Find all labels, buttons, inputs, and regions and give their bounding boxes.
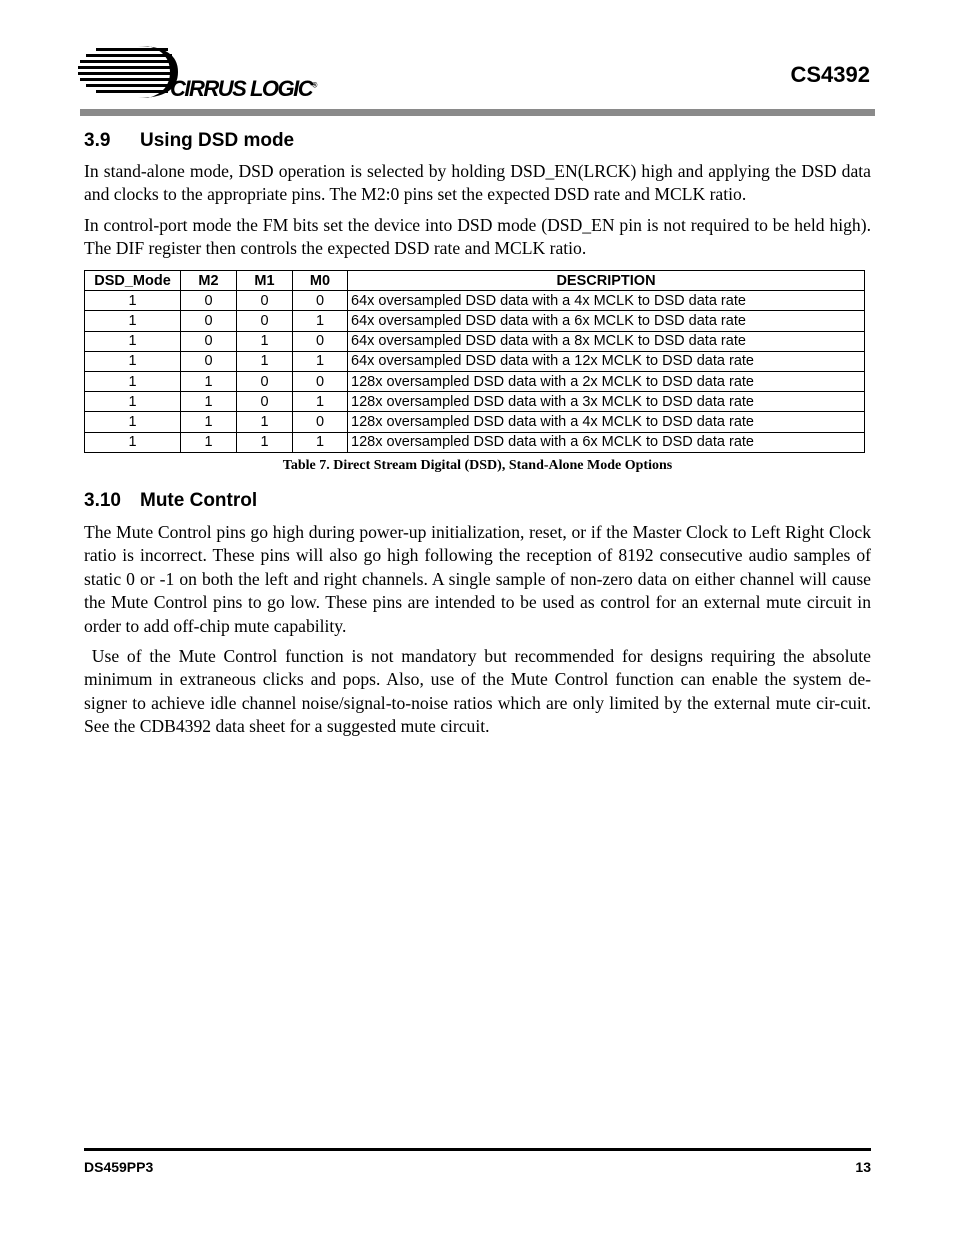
table-cell: 1 xyxy=(293,351,348,371)
paragraph: In stand-alone mode, DSD operation is selected by holding DSD_EN(LRCK) high and applying the DSD data and clocks to the appropriate pins. The M2:0 pins set the expected DSD rate and MCLK ratio. xyxy=(84,161,871,205)
column-header: M0 xyxy=(293,271,348,291)
section-number: 3.9 xyxy=(84,130,111,151)
table-row xyxy=(85,311,865,331)
table-cell: 1 xyxy=(181,412,237,432)
table-cell: 1 xyxy=(85,311,181,331)
table-cell: 128x oversampled DSD data with a 6x MCLK to DSD data rate xyxy=(348,432,865,452)
table-cell: 1 xyxy=(237,412,293,432)
table-cell: 0 xyxy=(181,351,237,371)
table-cell: 64x oversampled DSD data with a 6x MCLK to DSD data rate xyxy=(348,311,865,331)
table-cell: 1 xyxy=(85,291,181,311)
table-cell: 0 xyxy=(293,291,348,311)
table-cell: 0 xyxy=(237,371,293,391)
logo-stripes-icon xyxy=(78,42,178,100)
paragraph: Use of the Mute Control function is not mandatory but recommended for designs requiring the absolute minimum in extraneous clicks and pops. Also, use of the Mute Control function can enable the system de-signer to achieve idle channel noise/signal-to-noise ratios which are only limited by the external mute cir-cuit. See the CDB4392 data sheet for a suggested mute circuit. xyxy=(84,646,876,737)
table-cell: 0 xyxy=(237,392,293,412)
section-number: 3.10 xyxy=(84,490,121,511)
column-header: DSD_Mode xyxy=(85,271,181,291)
table-cell: 1 xyxy=(85,351,181,371)
column-header: M2 xyxy=(181,271,237,291)
table-cell: 1 xyxy=(85,371,181,391)
part-number: CS4392 xyxy=(790,62,870,87)
table-cell: 1 xyxy=(181,371,237,391)
cirrus-logic-logo xyxy=(78,42,328,100)
table-row xyxy=(85,412,865,432)
table-cell: 1 xyxy=(293,432,348,452)
table-cell: 1 xyxy=(237,351,293,371)
table-cell: 1 xyxy=(237,432,293,452)
table-cell: 0 xyxy=(293,371,348,391)
column-header: M1 xyxy=(237,271,293,291)
table-cell: 1 xyxy=(85,432,181,452)
table-cell: 1 xyxy=(85,331,181,351)
page-number: 13 xyxy=(855,1159,871,1175)
logo-wordmark: CIRRUS LOGIC® xyxy=(170,76,318,101)
table-cell: 64x oversampled DSD data with a 12x MCLK to DSD data rate xyxy=(348,351,865,371)
table-row xyxy=(85,371,865,391)
table-cell: 128x oversampled DSD data with a 3x MCLK to DSD data rate xyxy=(348,392,865,412)
table-cell: 1 xyxy=(85,412,181,432)
table-header-row xyxy=(85,271,865,291)
table-cell: 1 xyxy=(293,311,348,331)
section-heading-mute xyxy=(84,490,257,512)
table-cell: 1 xyxy=(181,432,237,452)
table-caption: Table 7. Direct Stream Digital (DSD), Stand-Alone Mode Options xyxy=(282,458,673,473)
footer-divider xyxy=(84,1148,871,1151)
dsd-mode-table xyxy=(84,270,865,453)
table-cell: 0 xyxy=(237,311,293,331)
header-divider xyxy=(80,109,875,116)
table-row xyxy=(85,351,865,371)
table-row xyxy=(85,291,865,311)
paragraph: In control-port mode the FM bits set the device into DSD mode (DSD_EN pin is not required to be held high). The DIF register then controls the expected DSD rate and MCLK ratio. xyxy=(84,215,871,259)
table-cell: 0 xyxy=(181,311,237,331)
section-heading-dsd xyxy=(84,130,294,152)
table-cell: 64x oversampled DSD data with a 4x MCLK to DSD data rate xyxy=(348,291,865,311)
column-header: DESCRIPTION xyxy=(348,271,865,291)
paragraph: The Mute Control pins go high during power-up initialization, reset, or if the Master Clock to Left Right Clock ratio is incorrect. These pins will also go high following the reception of 8192 consecutive audio samples of static 0 or -1 on both the left and right channels. A single sample of non-zero data on either channel will cause the Mute Control pins to go low. These pins are intended to be used as control for an external mute circuit in order to add off-chip mute capability. xyxy=(84,522,871,636)
table-cell: 0 xyxy=(237,291,293,311)
section-title: Mute Control xyxy=(140,490,258,511)
table-row xyxy=(85,432,865,452)
table-cell: 1 xyxy=(85,392,181,412)
table-row xyxy=(85,331,865,351)
document-id: DS459PP3 xyxy=(84,1159,154,1175)
table-cell: 0 xyxy=(293,412,348,432)
table-cell: 64x oversampled DSD data with a 8x MCLK to DSD data rate xyxy=(348,331,865,351)
table-cell: 1 xyxy=(237,331,293,351)
section-title: Using DSD mode xyxy=(140,130,295,151)
table-cell: 0 xyxy=(181,291,237,311)
table-row xyxy=(85,392,865,412)
table-cell: 0 xyxy=(293,331,348,351)
table-cell: 128x oversampled DSD data with a 2x MCLK to DSD data rate xyxy=(348,371,865,391)
table-cell: 0 xyxy=(181,331,237,351)
table-cell: 1 xyxy=(181,392,237,412)
table-cell: 1 xyxy=(293,392,348,412)
table-cell: 128x oversampled DSD data with a 4x MCLK to DSD data rate xyxy=(348,412,865,432)
page-header xyxy=(78,40,874,100)
